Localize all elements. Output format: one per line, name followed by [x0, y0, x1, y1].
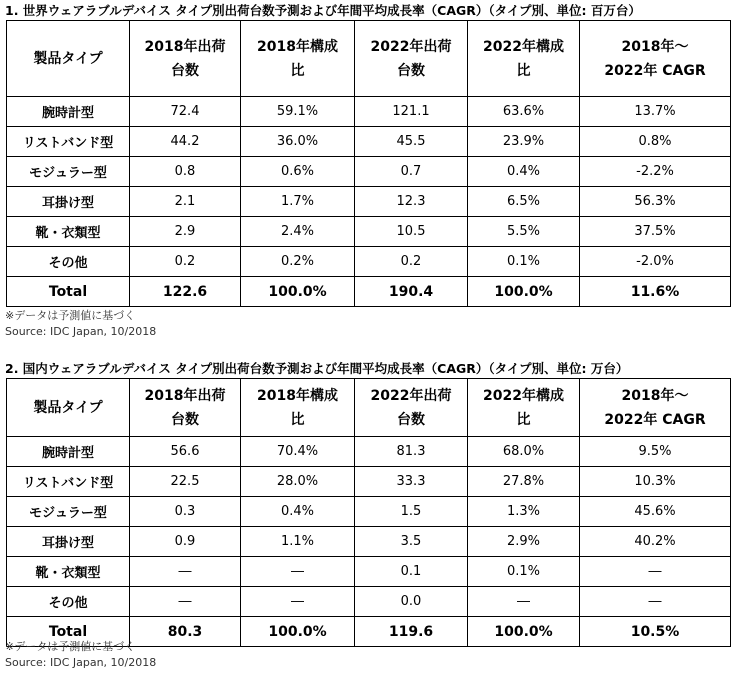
column-header: 2018年構成 比 [241, 379, 355, 437]
table-cell: ― [130, 557, 241, 587]
table-cell: 0.2 [355, 247, 468, 277]
total-row [7, 277, 731, 307]
row-label-cell: 腕時計型 [7, 437, 130, 467]
table-cell: 40.2% [580, 527, 731, 557]
table-cell: 0.2 [130, 247, 241, 277]
table-row [7, 187, 731, 217]
table-cell: 33.3 [355, 467, 468, 497]
table-cell: 2.9% [468, 527, 580, 557]
worldwide-shipments-table [6, 20, 731, 307]
table-cell: 45.6% [580, 497, 731, 527]
row-label-cell: その他 [7, 587, 130, 617]
table-cell: 1.7% [241, 187, 355, 217]
table-row [7, 467, 731, 497]
table-cell: 12.3 [355, 187, 468, 217]
table-header-row [7, 21, 731, 97]
table-cell: 0.3 [130, 497, 241, 527]
table-cell: 0.1 [355, 557, 468, 587]
column-header: 2018年～ 2022年 CAGR [580, 379, 731, 437]
table-cell: 0.7 [355, 157, 468, 187]
domestic-shipments-table [6, 378, 731, 647]
row-label-cell: 耳掛け型 [7, 527, 130, 557]
total-cell: 100.0% [468, 617, 580, 647]
table-row [7, 97, 731, 127]
table-cell: 0.1% [468, 247, 580, 277]
table-cell: 1.3% [468, 497, 580, 527]
column-header: 2018年～ 2022年 CAGR [580, 21, 731, 97]
total-cell: 100.0% [241, 617, 355, 647]
table-cell: 36.0% [241, 127, 355, 157]
table-cell: 13.7% [580, 97, 731, 127]
table-cell: 9.5% [580, 437, 731, 467]
total-cell: 80.3 [130, 617, 241, 647]
column-header: 2018年出荷 台数 [130, 379, 241, 437]
total-cell: 100.0% [468, 277, 580, 307]
table-cell: 56.6 [130, 437, 241, 467]
table-cell: ― [130, 587, 241, 617]
total-cell: 100.0% [241, 277, 355, 307]
row-label-cell: リストバンド型 [7, 467, 130, 497]
total-cell: 11.6% [580, 277, 731, 307]
table-cell: 0.1% [468, 557, 580, 587]
row-label-cell: 耳掛け型 [7, 187, 130, 217]
table-cell: 22.5 [130, 467, 241, 497]
table-row [7, 217, 731, 247]
table-cell: 121.1 [355, 97, 468, 127]
column-header: 2022年構成 比 [468, 21, 580, 97]
total-label-cell: Total [7, 617, 130, 647]
table-cell: 0.0 [355, 587, 468, 617]
table-cell: 2.9 [130, 217, 241, 247]
table-cell: 45.5 [355, 127, 468, 157]
section-1-title: 1. 世界ウェアラブルデバイス タイプ別出荷台数予測および年間平均成長率（CAGR）（タイプ別、単位: 百万台） [5, 3, 641, 18]
table-cell: 70.4% [241, 437, 355, 467]
table-cell: 81.3 [355, 437, 468, 467]
total-cell: 119.6 [355, 617, 468, 647]
table-cell: 6.5% [468, 187, 580, 217]
table-cell: 3.5 [355, 527, 468, 557]
table-cell: 0.8% [580, 127, 731, 157]
column-header: 2022年出荷 台数 [355, 21, 468, 97]
table-cell: 2.4% [241, 217, 355, 247]
table-row [7, 497, 731, 527]
table-cell: 0.6% [241, 157, 355, 187]
table-cell: ― [468, 587, 580, 617]
total-cell: 10.5% [580, 617, 731, 647]
table-cell: ― [580, 557, 731, 587]
section-2-title: 2. 国内ウェアラブルデバイス タイプ別出荷台数予測および年間平均成長率（CAGR）（タイプ別、単位: 万台） [5, 361, 629, 376]
table-cell: 0.2% [241, 247, 355, 277]
column-header: 2022年出荷 台数 [355, 379, 468, 437]
table-cell: 0.8 [130, 157, 241, 187]
column-header: 製品タイプ [7, 21, 130, 97]
table-row [7, 157, 731, 187]
table-cell: 0.4% [468, 157, 580, 187]
section-1-source: Source: IDC Japan, 10/2018 [5, 325, 157, 338]
table-cell: 63.6% [468, 97, 580, 127]
section-2-note: ※データは予測値に基づく [5, 640, 136, 653]
row-label-cell: モジュラー型 [7, 157, 130, 187]
table-row [7, 247, 731, 277]
total-cell: 190.4 [355, 277, 468, 307]
table-cell: 2.1 [130, 187, 241, 217]
table-cell: 10.5 [355, 217, 468, 247]
table-cell: 1.5 [355, 497, 468, 527]
table-cell: 44.2 [130, 127, 241, 157]
table-cell: 0.4% [241, 497, 355, 527]
table-cell: ― [241, 587, 355, 617]
row-label-cell: 靴・衣類型 [7, 217, 130, 247]
column-header: 製品タイプ [7, 379, 130, 437]
column-header: 2018年出荷 台数 [130, 21, 241, 97]
row-label-cell: その他 [7, 247, 130, 277]
total-label-cell: Total [7, 277, 130, 307]
table-cell: 27.8% [468, 467, 580, 497]
table-cell: 0.9 [130, 527, 241, 557]
row-label-cell: 靴・衣類型 [7, 557, 130, 587]
table-cell: 59.1% [241, 97, 355, 127]
row-label-cell: 腕時計型 [7, 97, 130, 127]
table-cell: -2.2% [580, 157, 731, 187]
column-header: 2018年構成 比 [241, 21, 355, 97]
column-header: 2022年構成 比 [468, 379, 580, 437]
total-cell: 122.6 [130, 277, 241, 307]
table-cell: ― [241, 557, 355, 587]
table-cell: 10.3% [580, 467, 731, 497]
table-cell: 5.5% [468, 217, 580, 247]
table-cell: ― [580, 587, 731, 617]
table-cell: 72.4 [130, 97, 241, 127]
table-cell: 1.1% [241, 527, 355, 557]
table-row [7, 527, 731, 557]
table-cell: -2.0% [580, 247, 731, 277]
table-cell: 28.0% [241, 467, 355, 497]
table-cell: 68.0% [468, 437, 580, 467]
row-label-cell: リストバンド型 [7, 127, 130, 157]
table-cell: 23.9% [468, 127, 580, 157]
section-2-source: Source: IDC Japan, 10/2018 [5, 656, 157, 669]
section-1-note: ※データは予測値に基づく [5, 309, 136, 322]
table-cell: 56.3% [580, 187, 731, 217]
table-row [7, 127, 731, 157]
table-row [7, 437, 731, 467]
table-header-row [7, 379, 731, 437]
table-cell: 37.5% [580, 217, 731, 247]
table-row [7, 557, 731, 587]
row-label-cell: モジュラー型 [7, 497, 130, 527]
table-row [7, 587, 731, 617]
